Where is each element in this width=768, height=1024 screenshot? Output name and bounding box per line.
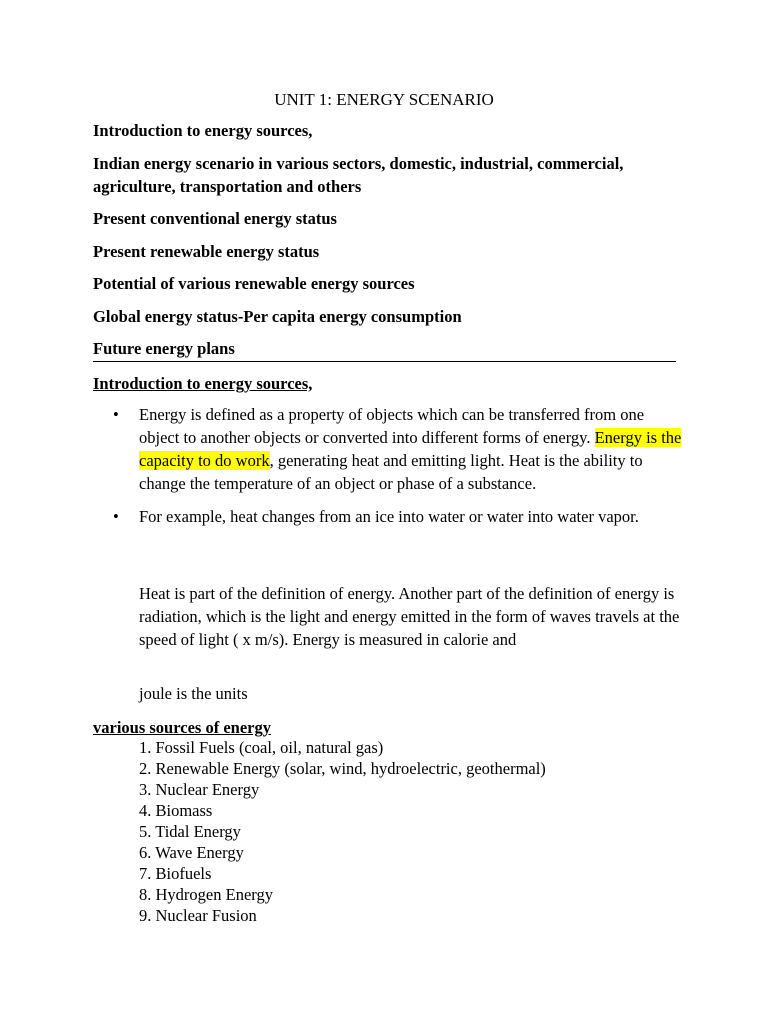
topic-item: Global energy status-Per capita energy consumption [93, 306, 462, 326]
topic-item: Potential of various renewable energy sources [93, 274, 415, 293]
bullet-text: , generating heat and emitting light. Heat is the ability to change the temperature of an object or phase of a substance. [139, 451, 643, 493]
bullet-icon: • [113, 506, 119, 526]
bullet-icon: • [113, 405, 119, 424]
section-heading-introduction: Introduction to energy sources, [93, 374, 313, 393]
bullet-item [113, 505, 683, 528]
bullet-text: For example, heat changes from an ice into water or water into water vapor. [139, 506, 639, 526]
section-heading-sources: various sources of energy [93, 718, 271, 737]
body-paragraph: Heat is part of the definition of energy. Another part of the definition of energy is radiation, which is the light and energy emitted in the form of waves travels at the speed of light ( x m/s). Energy is measured in calorie and [139, 584, 680, 649]
list-item: 8. Hydrogen Energy [139, 885, 273, 904]
topic-item: Indian energy scenario in various sectors, domestic, industrial, commercial, agriculture, transportation and others [93, 153, 624, 196]
body-paragraph: joule is the units [139, 684, 248, 703]
topic-item: Present conventional energy status [93, 209, 337, 228]
topic-list [93, 119, 683, 370]
list-item: 6. Wave Energy [139, 843, 244, 862]
bullet-text: Energy is defined as a property of objects which can be transferred from one object to another objects or converted into different forms of energy. [139, 405, 645, 447]
list-item: 4. Biomass [139, 801, 213, 820]
list-item: 1. Fossil Fuels (coal, oil, natural gas) [139, 738, 384, 757]
horizontal-divider [93, 361, 676, 362]
topic-item: Present renewable energy status [93, 241, 320, 261]
list-item: 3. Nuclear Energy [139, 780, 260, 799]
list-item: 2. Renewable Energy (solar, wind, hydroelectric, geothermal) [139, 759, 546, 778]
bullet-list [113, 403, 683, 537]
page-title: UNIT 1: ENERGY SCENARIO [274, 90, 494, 109]
bullet-item [113, 403, 683, 495]
list-item: 5. Tidal Energy [139, 822, 241, 841]
topic-item: Introduction to energy sources, [93, 121, 313, 140]
list-item: 7. Biofuels [139, 864, 212, 883]
energy-sources-list [139, 737, 679, 926]
topic-item: Future energy plans [93, 339, 235, 358]
highlighted-text: Energy is the capacity to do work [139, 428, 682, 470]
list-item: 9. Nuclear Fusion [139, 906, 257, 925]
